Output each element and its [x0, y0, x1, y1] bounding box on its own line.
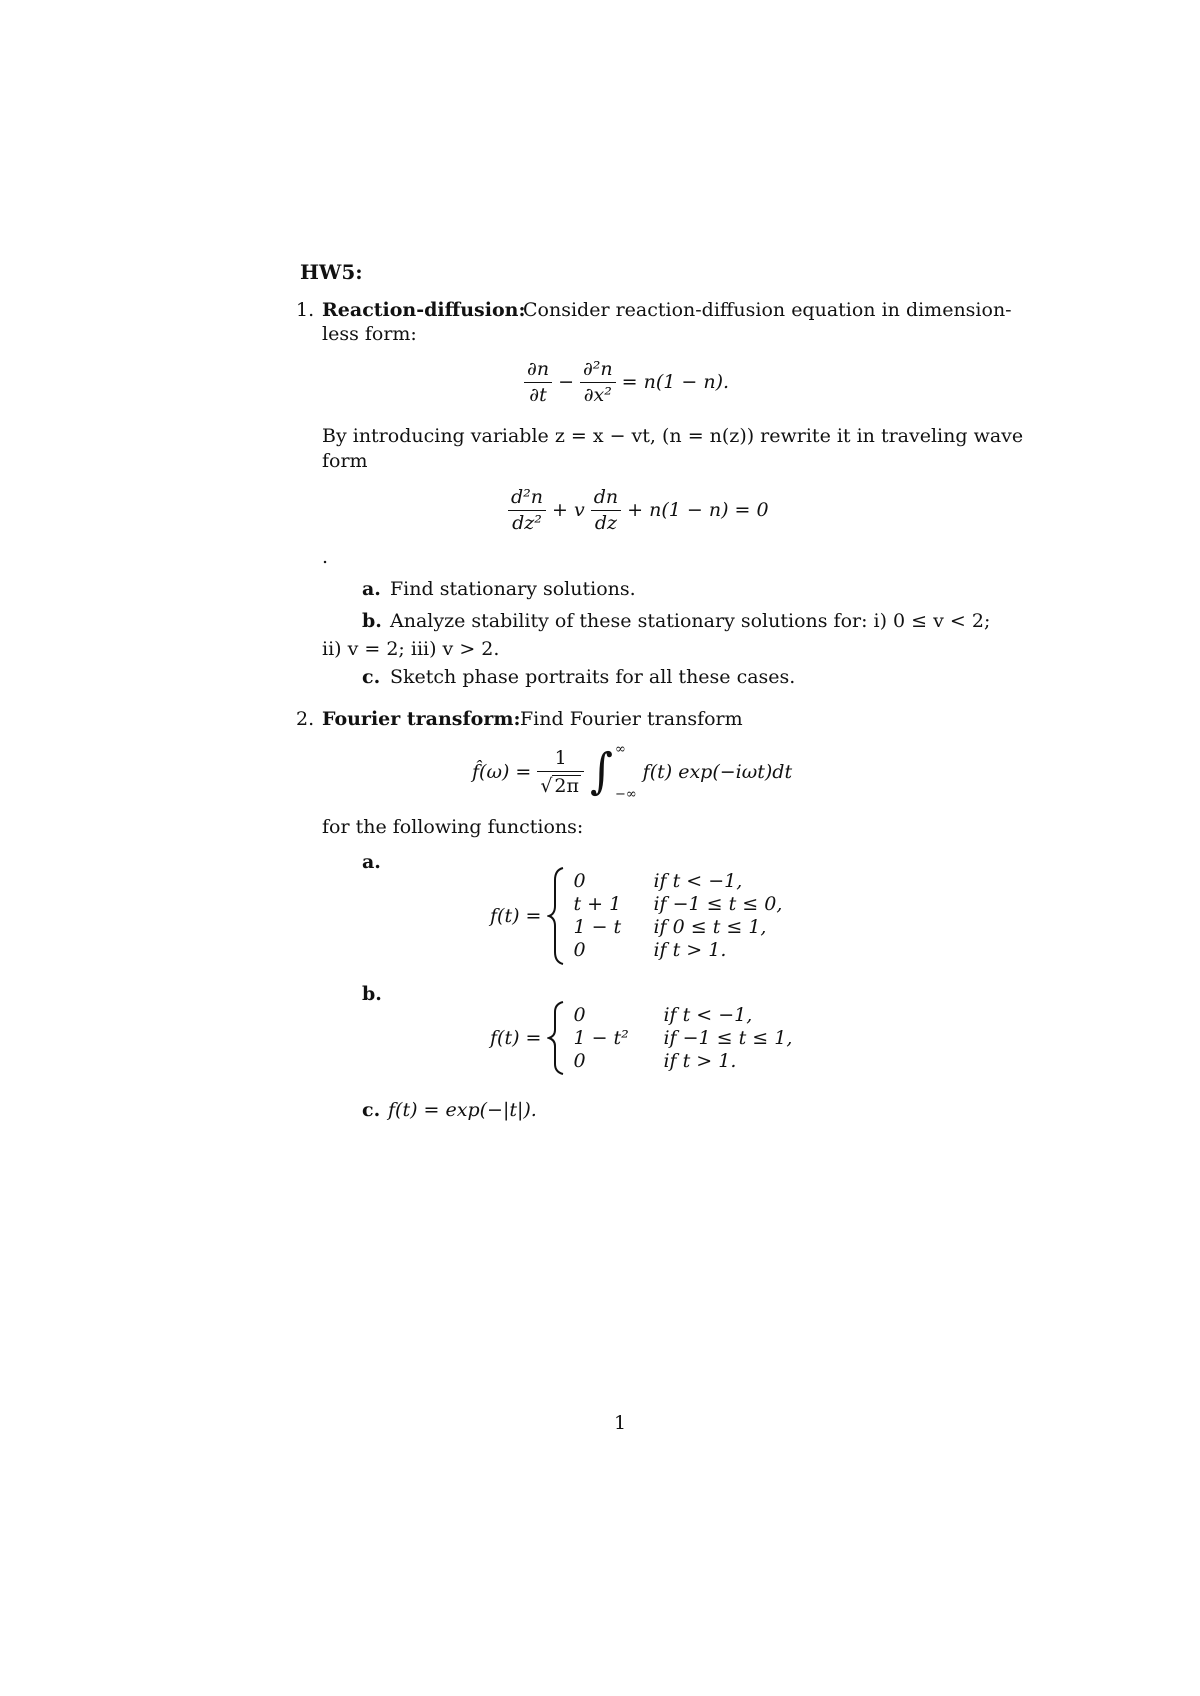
case-condition: if t > 1. [653, 939, 727, 961]
case-expression: 1 − t [573, 916, 622, 938]
case-condition: if t > 1. [663, 1049, 737, 1072]
function-lhs: f(t) = [490, 904, 542, 927]
function-lhs: f(t) = [490, 1026, 542, 1049]
denominator: ∂t [529, 384, 547, 406]
part-1b-text: Analyze stability of these stationary solutions for: i) 0 ≤ v < 2; [390, 610, 991, 632]
problem-2-intro: Find Fourier transform [520, 708, 743, 730]
case-expression: 0 [573, 870, 586, 892]
sqrt-symbol: √ 2π [540, 774, 579, 797]
case-expression: 1 − t² [573, 1026, 629, 1049]
problem-2-heading: Fourier transform: [322, 708, 521, 730]
part-1c-label: c. [362, 666, 381, 688]
numerator: 1 [537, 749, 584, 772]
equation-rhs: = n(1 − n). [621, 371, 730, 393]
problem-2-following: for the following functions: [322, 816, 584, 838]
part-1b-label: b. [362, 610, 382, 632]
page-number: 1 [614, 1412, 627, 1434]
operator: + v [552, 499, 585, 521]
problem-1-number: 1. [296, 299, 315, 321]
equation-rhs: + n(1 − n) = 0 [627, 499, 769, 521]
case-condition: if −1 ≤ t ≤ 1, [663, 1026, 793, 1049]
part-1a-text: Find stationary solutions. [390, 578, 636, 600]
part-2b-label: b. [362, 983, 382, 1005]
piecewise-function-b [490, 1000, 809, 1076]
integral-limits [615, 743, 637, 801]
part-2c-label: c. [362, 1099, 381, 1121]
part-1c-text: Sketch phase portraits for all these cases. [390, 666, 796, 688]
numerator: ∂²n [580, 360, 616, 383]
case-condition: if t < −1, [663, 1003, 753, 1026]
page-title: HW5: [300, 260, 363, 284]
part-2a-label: a. [362, 851, 381, 873]
denominator: dz [594, 512, 618, 534]
numerator: dn [591, 488, 621, 511]
equation-reaction-diffusion [524, 360, 735, 405]
integrand: f(t) exp(−iωt)dt [642, 760, 793, 783]
problem-1-intro: Consider reaction-diffusion equation in dimension- [523, 299, 1012, 321]
fraction-d2n-dx2 [580, 360, 616, 405]
fraction-dn-dt [524, 360, 552, 405]
problem-1-text: By introducing variable z = x − vt, (n = n(z)) rewrite it in traveling wave [322, 425, 1024, 447]
equation-traveling-wave [508, 488, 775, 533]
case-expression: 0 [573, 939, 586, 961]
lower-limit: −∞ [614, 787, 637, 802]
part-1a-label: a. [362, 578, 381, 600]
upper-limit: ∞ [614, 742, 626, 757]
integral-sign: ∫ [590, 743, 613, 800]
problem-1-intro-cont: less form: [322, 323, 417, 345]
equation-lhs: f̂(ω) = [472, 760, 532, 783]
equation-fourier [472, 743, 798, 801]
case-condition: if 0 ≤ t ≤ 1, [653, 916, 767, 938]
left-brace-icon [547, 866, 567, 966]
denominator: ∂x² [583, 384, 612, 406]
cases-table [573, 1003, 803, 1072]
radicand: 2π [554, 774, 579, 797]
operator: − [558, 371, 574, 393]
fraction-dn-dz [591, 488, 621, 533]
piecewise-function-a [490, 866, 799, 966]
numerator: d²n [508, 488, 546, 511]
part-1b-text-cont: ii) v = 2; iii) v > 2. [322, 638, 500, 660]
case-expression: 0 [573, 1003, 586, 1026]
case-condition: if t < −1, [653, 870, 743, 892]
fraction-d2n-dz2 [508, 488, 546, 533]
integral-symbol [590, 743, 637, 801]
left-brace-icon [547, 1000, 567, 1076]
case-expression: t + 1 [573, 893, 622, 915]
fraction-normalization [537, 746, 584, 797]
numerator: ∂n [524, 360, 552, 383]
problem-2-number: 2. [296, 708, 315, 730]
case-expression: 0 [573, 1049, 586, 1072]
part-2c-text: f(t) = exp(−|t|). [388, 1099, 537, 1121]
problem-1-text-cont: form [322, 450, 368, 472]
stray-dot: . [322, 546, 329, 568]
denominator: dz² [512, 512, 542, 534]
problem-1-heading: Reaction-diffusion: [322, 299, 526, 321]
cases-table [573, 872, 793, 960]
case-condition: if −1 ≤ t ≤ 0, [653, 893, 783, 915]
denominator [537, 772, 584, 796]
